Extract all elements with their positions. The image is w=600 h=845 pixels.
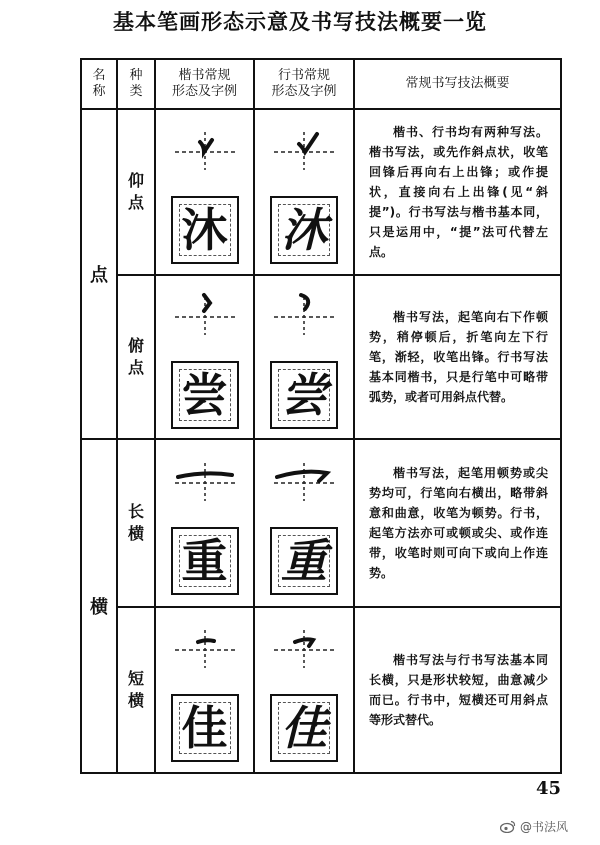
stroke-diagram-icon [259, 445, 349, 505]
category-heng: 横 [81, 439, 117, 773]
page-title: 基本笔画形态示意及书写技法概要一览 [113, 9, 487, 34]
character-box: 重 [270, 527, 338, 595]
xing-example [254, 109, 354, 275]
header-kind: 种 类 [117, 59, 155, 109]
character-box: 沐 [270, 196, 338, 264]
character-box: 尝 [270, 361, 338, 429]
xing-example [254, 607, 354, 773]
stroke-diagram-icon [259, 612, 349, 672]
watermark-text: @书法风 [520, 820, 569, 834]
table-row [81, 109, 561, 275]
header-name: 名 称 [81, 59, 117, 109]
table-row [81, 607, 561, 773]
header-row [81, 59, 561, 109]
technique-description: 楷书写法，起笔用顿势或尖势均可，行笔向右横出，略带斜意和曲意，收笔为顿势。行书，起笔方法亦可或顿或尖、或作连带，收笔时则可向下或向上作连势。 [354, 439, 561, 607]
technique-description: 楷书写法，起笔向右下作顿势，稍停顿后，折笔向左下行笔，渐轻，收笔出锋。行书写法基本同楷书，只是行笔中可略带弧势，或者可用斜点代替。 [354, 275, 561, 439]
page-number: 45 [536, 778, 562, 799]
category-dian: 点 [81, 109, 117, 439]
table-row [81, 275, 561, 439]
table-row [81, 439, 561, 607]
xing-example [254, 439, 354, 607]
stroke-diagram-icon [259, 114, 349, 174]
type-changheng: 长 横 [117, 439, 155, 607]
kai-example [155, 607, 254, 773]
watermark [500, 818, 568, 835]
weibo-icon [500, 820, 516, 833]
character-box: 尝 [171, 361, 239, 429]
kai-example [155, 275, 254, 439]
character-box: 佳 [270, 694, 338, 762]
strokes-table [80, 58, 562, 774]
stroke-diagram-icon [160, 114, 250, 174]
header-kai: 楷书常规 形态及字例 [155, 59, 254, 109]
header-xing: 行书常规 形态及字例 [254, 59, 354, 109]
type-duanheng: 短 横 [117, 607, 155, 773]
stroke-diagram-icon [160, 279, 250, 339]
stroke-diagram-icon [160, 612, 250, 672]
xing-example [254, 275, 354, 439]
stroke-diagram-icon [259, 279, 349, 339]
kai-example [155, 109, 254, 275]
stroke-diagram-icon [160, 445, 250, 505]
character-box: 重 [171, 527, 239, 595]
technique-description: 楷书写法与行书写法基本同长横，只是形状较短，曲意减少而已。行书中，短横还可用斜点等形式替代。 [354, 607, 561, 773]
character-box: 佳 [171, 694, 239, 762]
technique-description: 楷书、行书均有两种写法。楷书写法，或先作斜点状，收笔回锋后再向右上出锋；或作提状，直接向右上出锋(见“斜提”)。行书写法与楷书基本同，只是运用中，“提”法可代替左点。 [354, 109, 561, 275]
header-desc: 常规书写技法概要 [354, 59, 561, 109]
kai-example [155, 439, 254, 607]
type-fudian: 俯 点 [117, 275, 155, 439]
character-box: 沐 [171, 196, 239, 264]
type-yangdian: 仰 点 [117, 109, 155, 275]
